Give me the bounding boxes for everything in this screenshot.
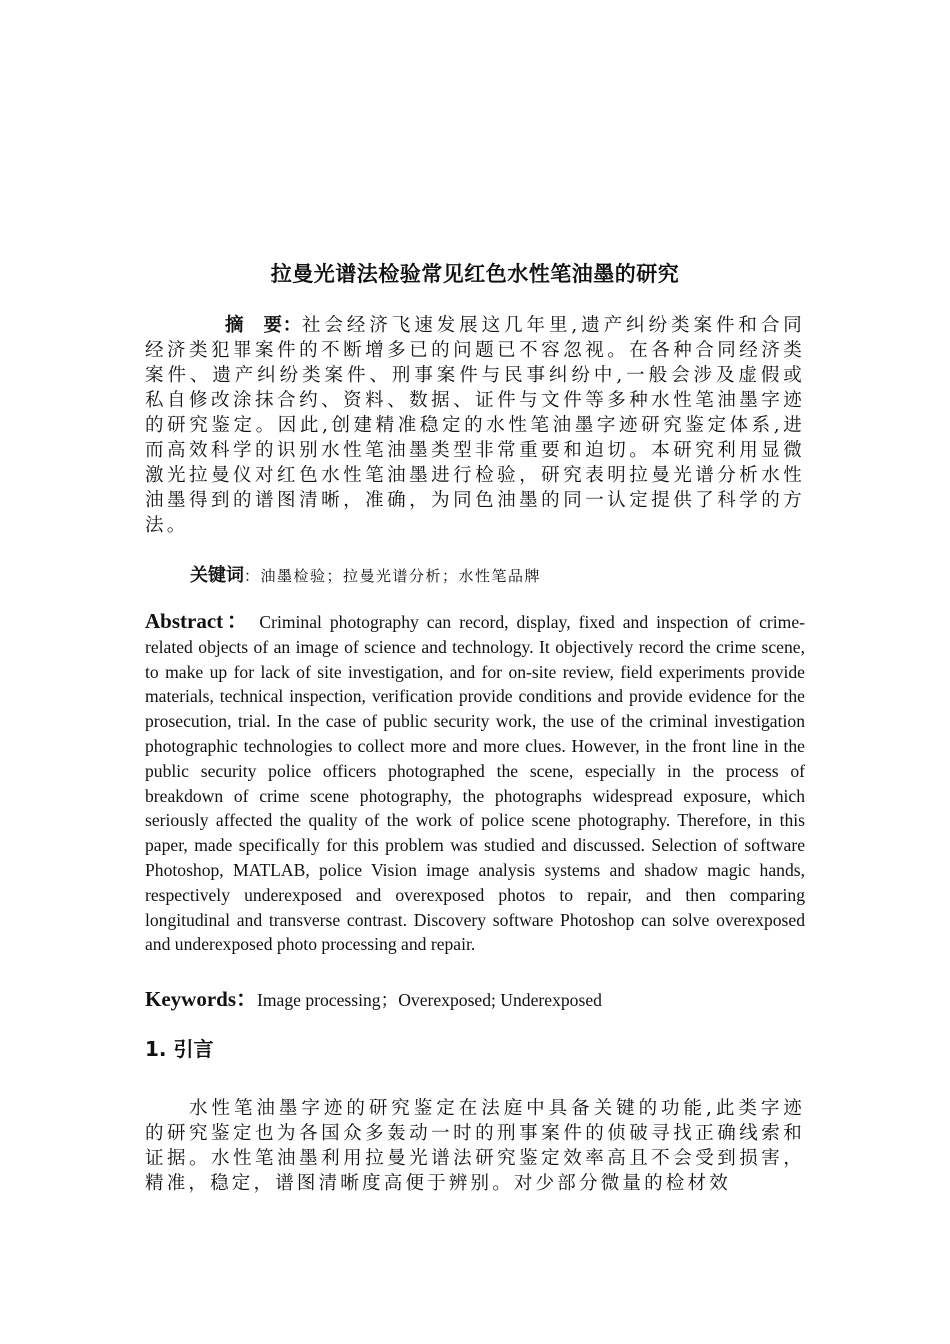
english-keywords-label: Keywords： [145, 987, 257, 1011]
chinese-keywords-label: 关键词 [190, 565, 244, 586]
english-abstract-text: Criminal photography can record, display, fixed and inspection of crime-related objects of an image of science and technology. It objectively record the crime scene, to make up for lack of site investigation, and for on-site review, field experiments provide materials, technical inspection, verification provide conditions and provide evidence for the prosecution, trial. In the case of public security work, the use of the criminal investigation photographic technologies to collect more and more clues. However, in the front line in the public security police officers photographed the scene, especially in the process of breakdown of crime scene photography, the photographs widespread exposure, which seriously affected the quality of the work of police scene photography. Therefore, in this paper, made specifically for this problem was studied and discussed. Selection of software Photoshop, MATLAB, police Vision image analysis systems and shadow magic hands, respectively underexposed and overexposed photos to repair, and then comparing longitudinal and transverse contrast. Discovery software Photoshop can solve overexposed and underexposed photo processing and repair. [145, 612, 805, 955]
english-abstract-label: Abstract： [145, 609, 252, 633]
chinese-keywords-text: ：油墨检验；拉曼光谱分析；水性笔品牌 [244, 567, 542, 585]
section-heading-introduction: 1. 引言 [145, 1037, 214, 1061]
paper-title: 拉曼光谱法检验常见红色水性笔油墨的研究 [270, 262, 680, 286]
chinese-abstract [145, 313, 805, 538]
chinese-abstract-text: 社会经济飞速发展这几年里,遗产纠纷类案件和合同经济类犯罪案件的不断增多已的问题已不容忽视。在各种合同经济类案件、遗产纠纷类案件、刑事案件与民事纠纷中,一般会涉及虚假或私自修改涂抹合约、资料、数据、证件与文件等多种水性笔油墨字迹的研究鉴定。因此,创建精准稳定的水性笔油墨字迹研究鉴定体系,进而高效科学的识别水性笔油墨类型非常重要和迫切。本研究利用显微激光拉曼仪对红色水性笔油墨进行检验，研究表明拉曼光谱分析水性油墨得到的谱图清晰，准确，为同色油墨的同一认定提供了科学的方法。 [145, 315, 805, 536]
chinese-abstract-label: 摘 要： [225, 315, 303, 336]
english-abstract [145, 609, 805, 957]
english-keywords [145, 983, 805, 1013]
chinese-keywords [190, 561, 805, 587]
english-keywords-text: Image processing；Overexposed; Underexposed [257, 990, 602, 1010]
introduction-paragraph: 水性笔油墨字迹的研究鉴定在法庭中具备关键的功能,此类字迹的研究鉴定也为各国众多轰动一时的刑事案件的侦破寻找正确线索和证据。水性笔油墨利用拉曼光谱法研究鉴定效率高且不会受到损害，精准，稳定，谱图清晰度高便于辨别。对少部分微量的检材效 [145, 1098, 805, 1194]
